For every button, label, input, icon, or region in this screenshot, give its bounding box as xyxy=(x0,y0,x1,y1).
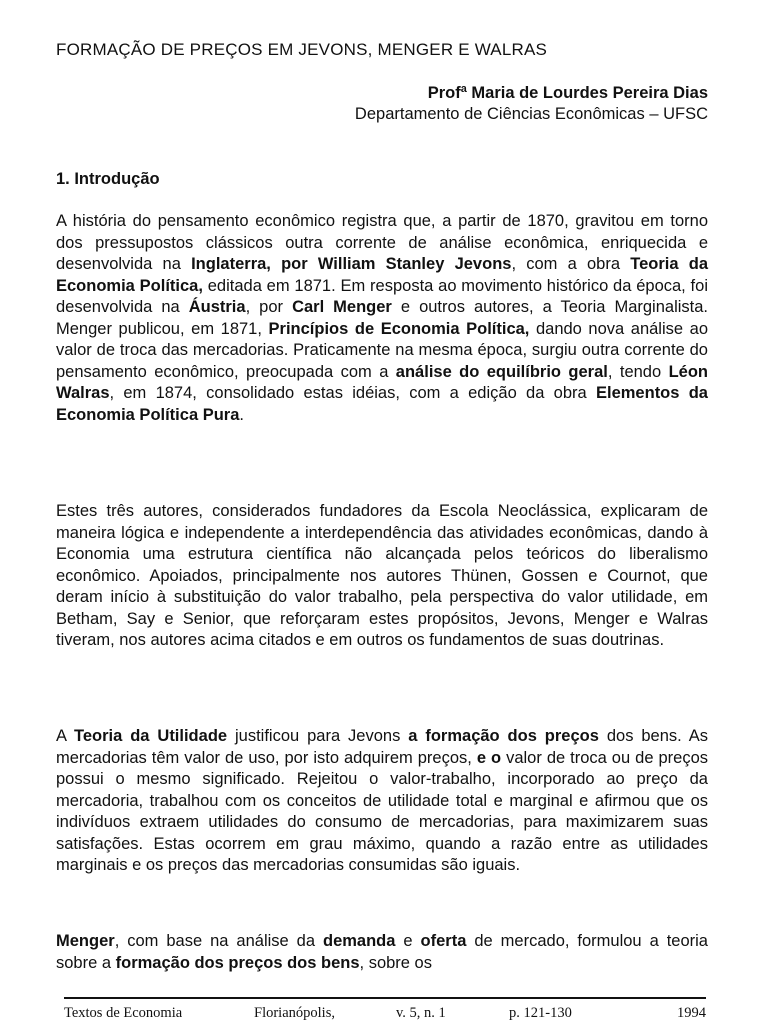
text-run: , por xyxy=(245,298,293,316)
paragraph-2: Estes três autores, considerados fundadores da Escola Neoclássica, explicaram de maneira lógica e independente a interdependência das atividades econômicas, dando à Economia uma estrutura científica não alcançada pelos teóricos do liberalismo econômico. Apoiados, principalmente nos autores Thünen, Gossen e Cournot, que deram início à substituição do valor trabalho, pela perspectiva do valor utilidade, em Betham, Say e Senior, que reforçaram estes propósitos, Jevons, Menger e Walras tiveram, nos autores acima citados e em outros os fundamentos de suas doutrinas. xyxy=(56,502,708,649)
text-run: A xyxy=(56,727,75,745)
paragraph-1 xyxy=(56,211,708,426)
article-title: FORMAÇÃO DE PREÇOS EM JEVONS, MENGER E WALRAS xyxy=(56,40,548,59)
footer-year: 1994 xyxy=(677,1005,706,1021)
footer-city: Florianópolis, xyxy=(254,1005,335,1021)
section-heading: 1. Introdução xyxy=(56,170,160,188)
text-run: , com a obra xyxy=(511,255,631,273)
author-block xyxy=(355,83,708,125)
bold-run: análise do equilíbrio geral xyxy=(395,362,608,381)
text-run: . xyxy=(239,405,244,424)
text-run: e xyxy=(395,932,421,950)
text-run: dando nova análise ao valor de troca das mercadorias. Praticamente na mesma época, surgiu outra corrente do pensamento econômico, preocupada com a xyxy=(56,319,708,381)
text-run: valor de troca ou de preços possui o mesmo significado. Rejeitou o valor-trabalho, incorporado ao preço da mercadoria, trabalhou com os conceitos de utilidade total e marginal e afirmou que os indivíduos extraem utilidades do consumo de mercadorias, para maximizarem suas satisfações. Estas ocorrem em grau máximo, quando a razão entre as utilidades marginais e os preços das mercadorias consumidas são iguais. xyxy=(56,748,709,874)
footer-journal: Textos de Economia xyxy=(64,1005,183,1021)
bold-run: Teoria da Utilidade xyxy=(74,727,228,745)
bold-run: a formação dos preços xyxy=(408,727,599,745)
bold-run: formação dos preços dos bens xyxy=(115,953,360,972)
bold-run: Elementos da Economia Política Pura xyxy=(56,384,708,424)
text-run: , sobre os xyxy=(359,953,432,972)
author-name: Profª Maria de Lourdes Pereira Dias xyxy=(427,84,708,102)
paragraph-4 xyxy=(56,931,708,974)
bold-run: Carl Menger xyxy=(292,298,392,316)
bold-run: Inglaterra, por William Stanley Jevons xyxy=(191,255,512,273)
text-run: justificou para Jevons xyxy=(227,727,409,745)
bold-run: Áustria xyxy=(188,298,246,316)
text-run: editada em 1871. Em resposta ao movimento histórico da época, foi desenvolvida na xyxy=(56,276,708,316)
bold-run: Princípios de Economia Política, xyxy=(268,319,530,338)
author-department: Departamento de Ciências Econômicas – UFSC xyxy=(354,105,708,123)
footer-pages: p. 121-130 xyxy=(509,1005,572,1021)
bold-run: e o xyxy=(476,748,502,767)
text-run: dos bens. As mercadorias têm valor de uso, por isto adquirem preços, xyxy=(56,727,708,767)
text-run: e outros autores, a Teoria Marginalista. Menger publicou, em 1871, xyxy=(56,298,708,338)
bold-run: Teoria da Economia Política, xyxy=(56,255,709,295)
article-page xyxy=(56,0,712,1024)
text-run: A história do pensamento econômico registra que, a partir de 1870, gravitou em torno dos pressupostos clássicos outra corrente de análise econômica, enriquecida e desenvolvida na xyxy=(56,212,708,273)
footer-volume: v. 5, n. 1 xyxy=(396,1005,446,1021)
bold-run: Menger xyxy=(56,932,115,950)
bold-run: oferta xyxy=(420,932,467,950)
text-run: de mercado, formulou a teoria sobre a xyxy=(56,932,708,972)
bold-run: Léon Walras xyxy=(56,362,708,402)
text-run: , em 1874, consolidado estas idéias, com a edição da obra xyxy=(109,384,596,402)
footer-rule xyxy=(64,997,706,999)
paragraph-3 xyxy=(56,726,708,877)
text-run: , com base na análise da xyxy=(114,932,323,950)
page-footer xyxy=(64,1005,706,1025)
bold-run: demanda xyxy=(323,932,396,950)
text-run: , tendo xyxy=(607,362,669,381)
